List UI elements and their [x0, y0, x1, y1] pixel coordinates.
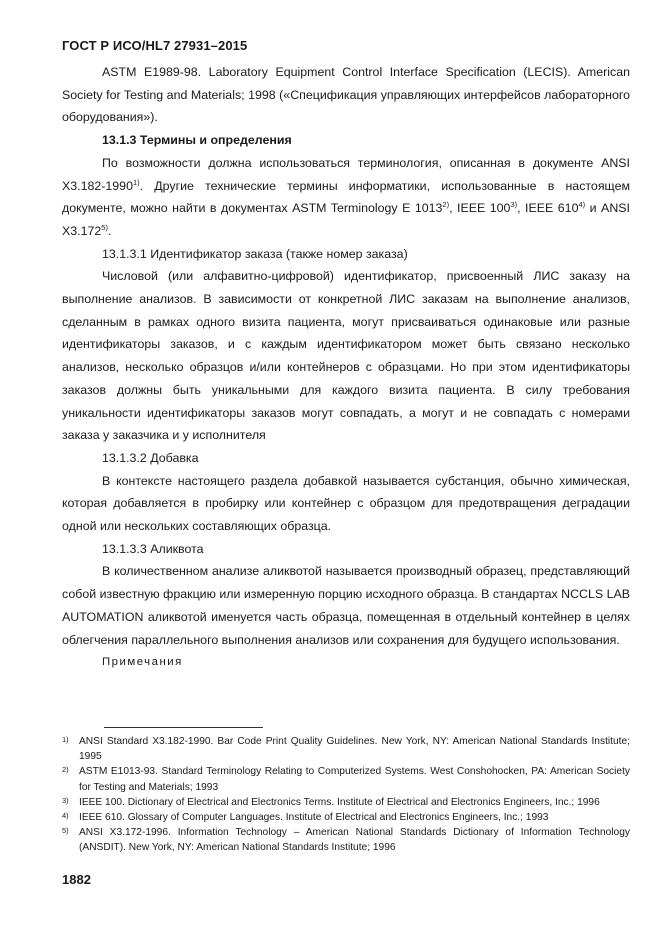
terminology-paragraph [62, 152, 630, 243]
footnote-item [62, 825, 630, 855]
footnote-text: ANSI X3.172-1996. Information Technology – American National Standards Dictionary of Information Technology (ANSDIT). New York, NY: American National Standards Institute; 1996 [79, 827, 630, 854]
terminology-text-6: . [107, 223, 112, 238]
terminology-text-1: По возможности должна использоваться терминология, описанная в документе ANSI X3.182-1990 [62, 155, 630, 193]
term-additive-heading: 13.1.3.2 Добавка [102, 450, 199, 465]
footnote-ref-3[interactable]: 3) [510, 200, 518, 210]
term-order-id-definition: Числовой (или алфавитно-цифровой) идентификатор, присвоенный ЛИС заказу на выполнение анализов. В зависимости от конкретной ЛИС заказам на выполнение анализов, сделанным в рамках одного визита пациента, могут присваиваться одинаковые или разные идентификаторы заказов, и с каждым идентификатором может быть связано несколько анализов, несколько образцов и/или контейнеров с образцами. Но при этом идентификаторы заказов должны быть уникальными для каждого визита пациента. В силу требования уникальности идентификаторы заказов могут совпадать, а могут и не совпадать с номерами заказа у заказчика и у исполнителя [62, 269, 630, 443]
terminology-text-4: , IEEE 610 [517, 201, 579, 216]
footnote-marker: 4) [62, 811, 69, 821]
section-heading: 13.1.3 Термины и определения [102, 133, 292, 148]
terminology-text-5: и ANSI X3.172 [62, 201, 630, 238]
footnote-text: ASTM E1013-93. Standard Terminology Relating to Computerized Systems. West Conshohocken, PA: American Society for Testing and Materials; 1993 [79, 766, 630, 793]
term-aliquot-definition: В количественном анализе аликвотой называется производный образец, представляющий собой известную фракцию или измеренную порцию исходного образца. В стандартах NCCLS LAB AUTOMATION аликвотой именуется часть образца, помещенная в отдельный контейнер в целях облегчения параллельного выполнения анализов или сохранения для будущего использования. [62, 564, 630, 647]
astm-reference-paragraph: ASTM E1989-98. Laboratory Equipment Control Interface Specification (LECIS). American Society for Testing and Materials; 1998 («Спецификация управляющих интерфейсов лабораторного оборудования»). [62, 65, 630, 125]
footnote-text: ANSI Standard X3.182-1990. Bar Code Print Quality Guidelines. New York, NY: American National Standards Institute; 1995 [79, 736, 630, 763]
footnote-ref-2[interactable]: 2) [442, 200, 450, 210]
footnote-text: IEEE 100. Dictionary of Electrical and Electronics Terms. Institute of Electrical and Electronics Engineers, Inc.; 1996 [79, 796, 600, 808]
footnote-ref-5[interactable]: 5) [101, 222, 108, 232]
footnote-marker: 5) [62, 826, 69, 836]
footnote-item [62, 795, 630, 810]
footnote-divider [104, 727, 263, 728]
footnote-marker: 2) [62, 765, 69, 775]
page-header: ГОСТ Р ИСО/HL7 27931–2015 [62, 38, 248, 53]
footnote-ref-1[interactable]: 1) [132, 177, 140, 187]
term-additive-definition: В контексте настоящего раздела добавкой называется субстанция, обычно химическая, которая добавляется в пробирку или контейнер с образцом для предотвращения деградации одной или нескольких составляющих образца. [62, 473, 630, 534]
terminology-text-2: . Другие технические термины информатики, использованные в настоящем документе, можно найти в документах ASTM Terminology E 1013 [62, 178, 630, 216]
footnote-item [62, 810, 630, 825]
term-aliquot-heading: 13.1.3.3 Аликвота [102, 541, 204, 556]
footnotes [62, 734, 630, 856]
footnote-marker: 3) [62, 795, 69, 805]
notes-label: Примечания [102, 656, 183, 669]
footnote-item [62, 764, 630, 794]
footnote-text: IEEE 610. Glossary of Computer Languages. Institute of Electrical and Electronics Engineers, Inc.; 1993 [79, 812, 549, 824]
term-order-id-heading: 13.1.3.1 Идентификатор заказа (также номер заказа) [102, 246, 408, 261]
page-number: 1882 [62, 872, 91, 887]
main-content [62, 61, 630, 674]
footnote-marker: 1) [62, 735, 69, 744]
footnote-item [62, 734, 630, 764]
footnote-ref-4[interactable]: 4) [578, 200, 586, 210]
terminology-text-3: , IEEE 100 [449, 201, 511, 216]
